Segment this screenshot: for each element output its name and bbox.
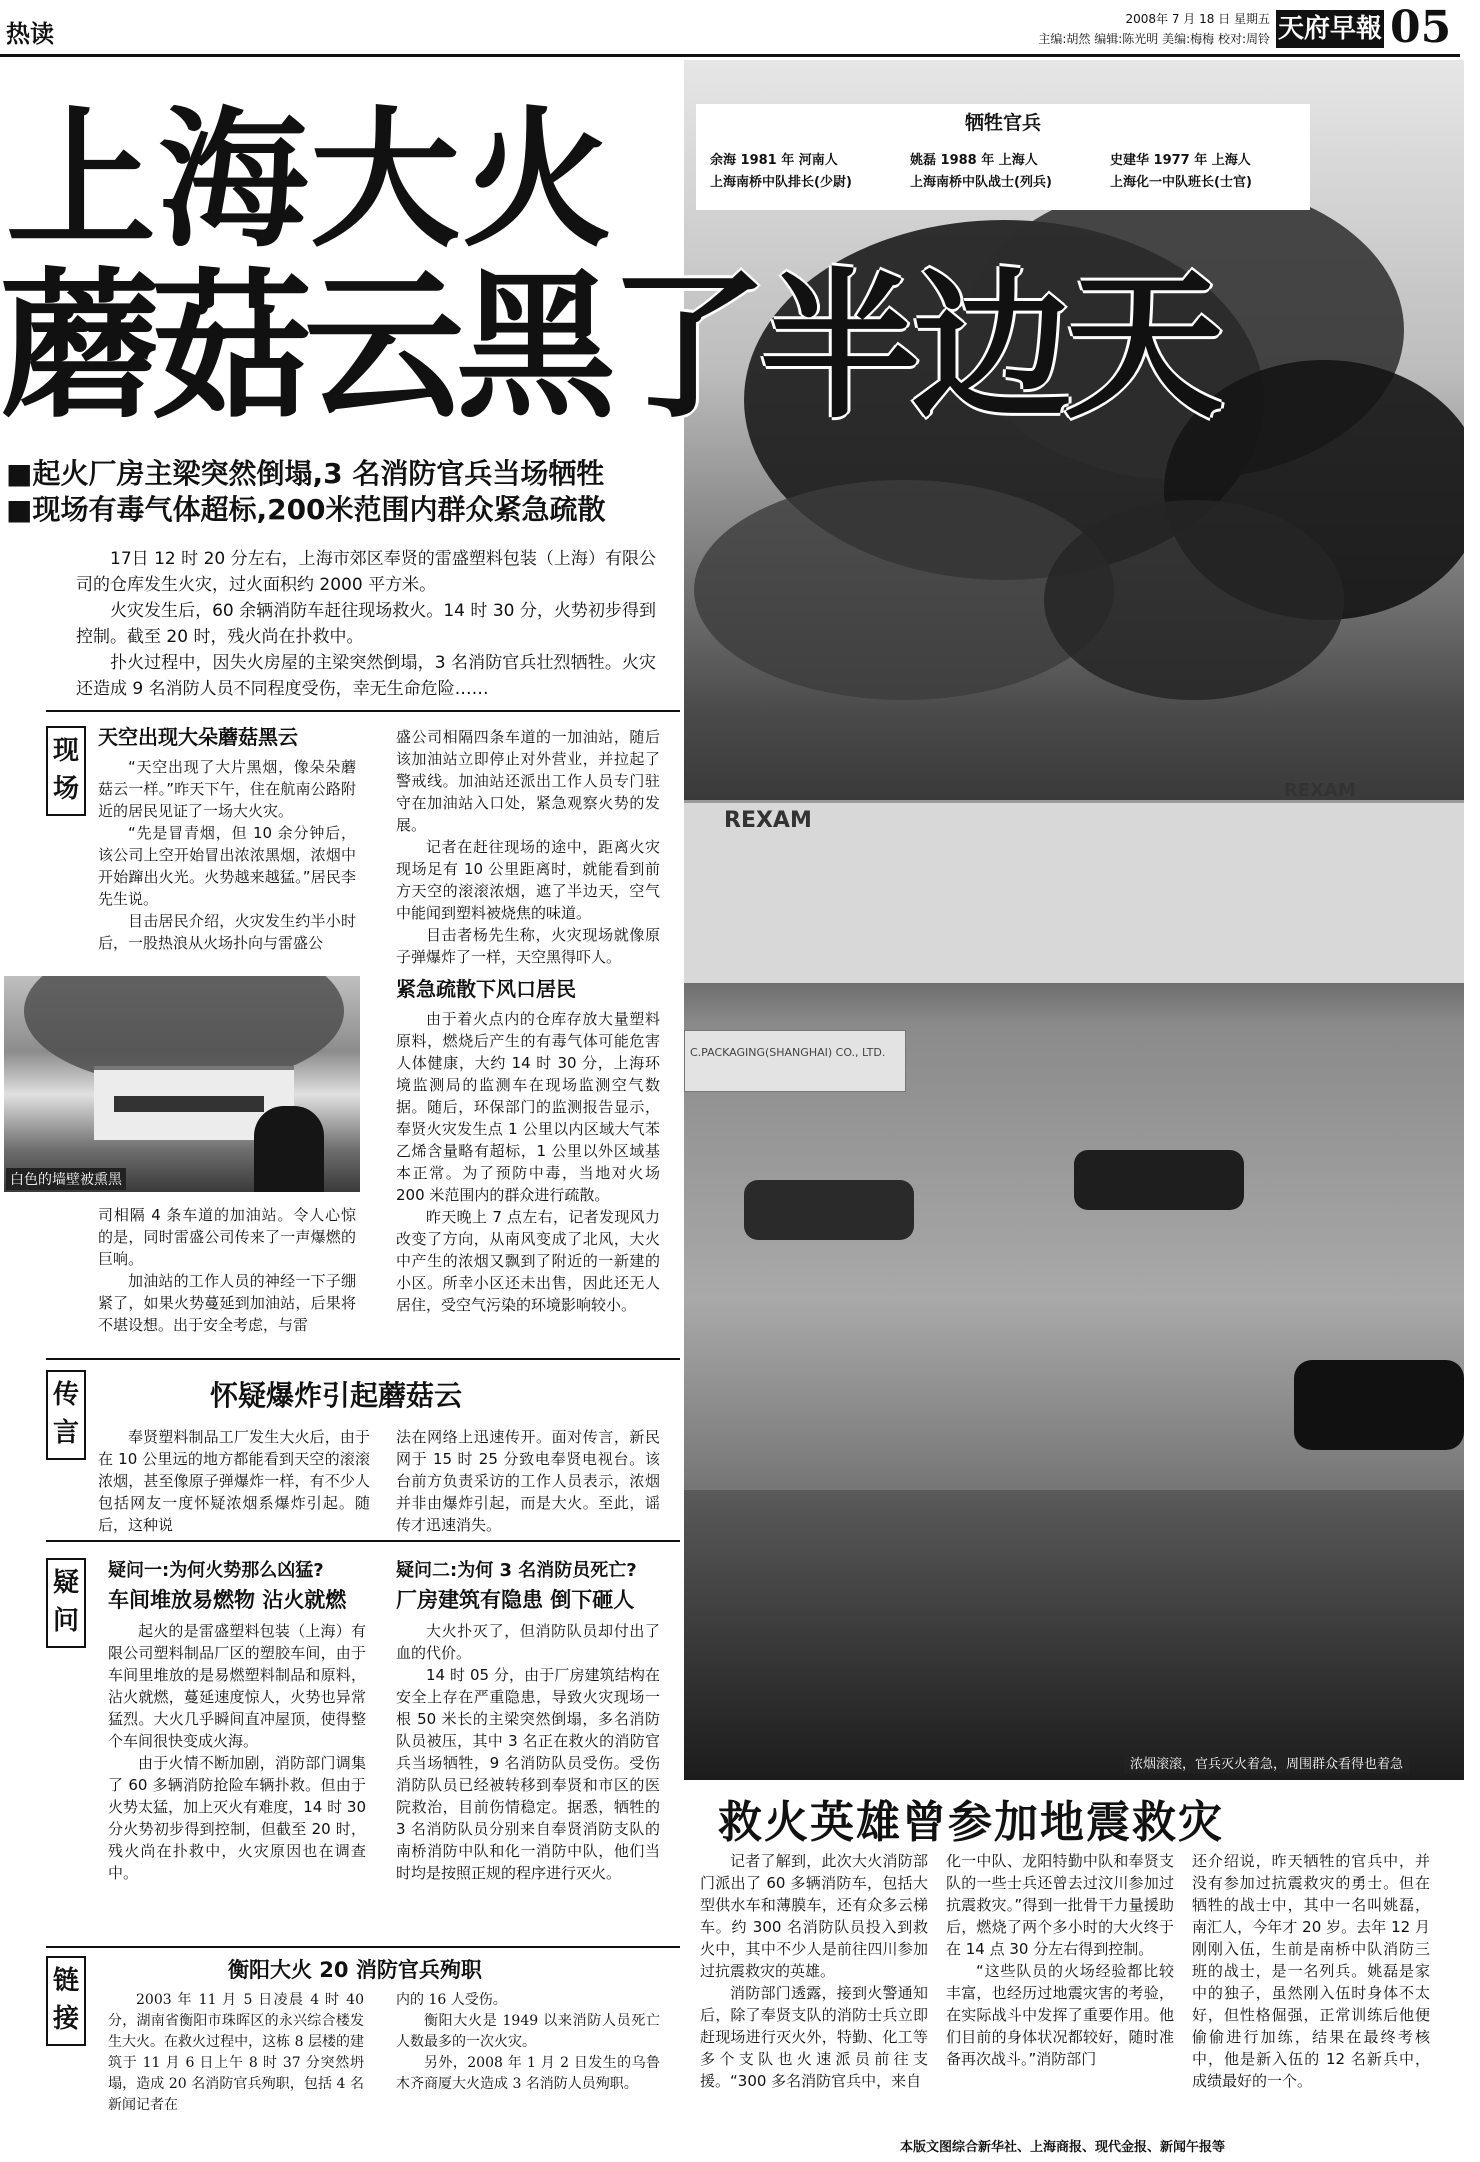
- company-truck-text: C.PACKAGING(SHANGHAI) CO., LTD.: [690, 1046, 886, 1059]
- fallen-person-2-line1: 姚磊 1988 年 上海人: [910, 153, 1038, 168]
- rumor-col2-text: 法在网络上迅速传开。面对传言，新民网于 15 时 25 分致电奉贤电视台。该台前方负责采访的工作人员表示，浓烟并非由爆炸引起，而是大火。至此，谣传才迅速消失。: [396, 1428, 660, 1534]
- scene-col2-p4: 由于着火点内的仓库存放大量塑料原料，燃烧后产生的有毒气体可能危害人体健康，大约 14 时 30 分，上海环境监测局的监测车在现场监测空气数据。随后，环保部门的监测报告显示，奉贤火灾发生点 1 公里以内区域大气苯乙烯含量略有超标，1 公里以外区域基本正常。为了预防中毒，当地对火场 200 米范围内的群众进行疏散。: [396, 1010, 660, 1204]
- factory-sign-2: REXAM: [1284, 780, 1356, 801]
- lead-p2: 火灾发生后，60 余辆消防车赶往现场救火。14 时 30 分，火势初步得到控制。截至 20 时，残火尚在扑救中。: [76, 601, 656, 647]
- hero-col3-p1: 还介绍说，昨天牺牲的官兵中，并没有参加过抗震救灾的勇士。但在牺牲的战士中，其中一名叫姚磊，南汇人，今年才 20 岁。去年 12 月刚刚入伍，生前是南桥中队消防三班的战士，是一名列兵。姚磊是家中的独子，虽然刚入伍时身体不太好，但性格倔强，正常训练后他便偷偷进行加练，结果在最终考核中，他是新入伍的 12 名新兵中，成绩最好的一个。: [1192, 1852, 1430, 2090]
- crowd: [684, 1490, 1464, 1780]
- headline-bullet-2: ■现场有毒气体超标,200米范围内群众紧急疏散: [6, 493, 606, 526]
- scene-col1-p3: 目击居民介绍，火灾发生约半小时后，一股热浪从火场扑向与雷盛公: [98, 912, 356, 952]
- headline-bullet-1: ■起火厂房主梁突然倒塌,3 名消防官兵当场牺牲: [6, 457, 605, 490]
- q2-subhead: 厂房建筑有隐患 倒下砸人: [396, 1588, 635, 1612]
- lead-p1: 17日 12 时 20 分左右，上海市郊区奉贤的雷盛塑料包装（上海）有限公司的仓库发生火灾，过火面积约 2000 平方米。: [76, 549, 656, 595]
- rumor-col2: [396, 1426, 660, 1536]
- rumor-col1: [98, 1426, 370, 1536]
- scene-photo: [4, 976, 360, 1192]
- q1-label: 疑问一:为何火势那么凶猛?: [108, 1560, 324, 1581]
- fallen-person-3-line2: 上海化一中队班长(士官): [1110, 175, 1252, 190]
- hero-col1-p1: 记者了解到，此次大火消防部门派出了 60 多辆消防车，包括大型供水车和薄膜车，还有众多云梯车。约 300 名消防队员投入到救火中，其中不少人是前往四川参加过抗震救灾的英雄。: [700, 1852, 928, 1980]
- headline-line1: 上海大火: [6, 92, 615, 268]
- scene-col2-p2: 记者在赶往现场的途中，距离火灾现场足有 10 公里距离时，就能看到前方天空的滚滚浓烟，遮了半边天，空气中能闻到塑料被烧焦的味道。: [396, 838, 660, 922]
- car-2: [1074, 1150, 1244, 1210]
- q2-body: [396, 1620, 660, 1884]
- link-col2-p3: 另外，2008 年 1 月 2 日发生的乌鲁木齐商厦大火造成 3 名消防人员殉职。: [396, 2055, 660, 2092]
- scene-rule: [46, 1358, 680, 1360]
- scene-col1-bottom: [98, 1204, 356, 1336]
- fallen-person-3: [1110, 150, 1252, 194]
- fallen-person-2-line2: 上海南桥中队战士(列兵): [910, 175, 1052, 190]
- editors-line: 主编:胡然 编辑:陈光明 美编:梅梅 校对:周铃: [1038, 32, 1270, 46]
- tag-link: 链接: [46, 1956, 86, 2046]
- tag-rumor: 传言: [46, 1370, 86, 1460]
- scene-photo-caption: 白色的墙壁被熏黑: [6, 1168, 126, 1190]
- fallen-title: 牺牲官兵: [964, 112, 1041, 134]
- factory-sign: REXAM: [724, 808, 812, 833]
- link-col1: [108, 1990, 364, 2116]
- q1-subhead: 车间堆放易燃物 沾火就燃: [108, 1588, 347, 1612]
- scene-col2-top: [396, 726, 660, 968]
- questions-rule: [46, 1946, 680, 1948]
- rumor-col1-text: 奉贤塑料制品工厂发生大火后，由于在 10 公里远的地方都能看到天空的滚滚浓烟，甚至像原子弹爆炸一样，有不少人包括网友一度怀疑浓烟系爆炸引起。随后，这种说: [98, 1428, 370, 1534]
- rumor-subhead: 怀疑爆炸引起蘑菇云: [210, 1379, 463, 1412]
- q2-p1: 大火扑灭了，但消防队员却付出了血的代价。: [396, 1622, 660, 1662]
- hero-headline: 救火英雄曾参加地震救灾: [718, 1797, 1224, 1848]
- tag-questions: 疑问: [46, 1558, 86, 1648]
- tag-scene: 现场: [46, 726, 86, 816]
- lead-rule: [46, 710, 680, 712]
- company-truck: [684, 1030, 906, 1092]
- page-number: 05: [1390, 2, 1452, 53]
- scene-col1-top: [98, 756, 356, 954]
- q2-label: 疑问二:为何 3 名消防员死亡?: [396, 1560, 637, 1581]
- scene-col1-cont: 司相隔 4 条车道的加油站。令人心惊的是，同时雷盛公司传来了一声爆燃的巨响。: [98, 1206, 356, 1268]
- hero-col3: [1192, 1850, 1430, 2092]
- hero-col1: [700, 1850, 928, 2092]
- link-subhead: 衡阳大火 20 消防官兵殉职: [228, 1958, 482, 1982]
- main-photo-caption: 浓烟滚滚，官兵灭火着急，周围群众看得也着急: [1124, 1752, 1409, 1773]
- fallen-box: [696, 104, 1310, 210]
- scene-subhead-1: 天空出现大朵蘑菇黑云: [98, 725, 298, 749]
- scene-col1-p4: 加油站的工作人员的神经一下子绷紧了，如果火势蔓延到加油站，后果将不堪设想。出于安全考虑，与雷: [98, 1272, 356, 1334]
- link-col2: [396, 1990, 660, 2095]
- scene-col2-p1: 盛公司相隔四条车道的一加油站，随后该加油站立即停止对外营业，并拉起了警戒线。加油站还派出工作人员专门驻守在加油站入口处，紧急观察火势的发展。: [396, 728, 660, 834]
- q2-p2: 14 时 05 分，由于厂房建筑结构在安全上存在严重隐患，导致火灾现场一根 50 米长的主梁突然倒塌，多名消防队员被压，其中 3 名正在救火的消防官兵当场牺牲，9 名消防队员受伤。受伤消防队员已经被转移到奉贤和市区的医院救治，目前伤情稳定。据悉，牺牲的 3 名消防队员分别来自奉贤消防支队的南桥消防中队和化一消防中队，他们当时均是按照正规的程序进行灭火。: [396, 1666, 660, 1882]
- footer-credit: 本版文图综合新华社、上海商报、现代金报、新闻午报等: [900, 2140, 1226, 2155]
- q1-body: [108, 1620, 366, 1884]
- car-1: [744, 1180, 914, 1240]
- scene-subhead-2: 紧急疏散下风口居民: [396, 977, 576, 1001]
- headline-line2: 蘑菇云黑了半边天: [0, 253, 1217, 440]
- q1-p2: 由于火情不断加剧，消防部门调集了 60 多辆消防抢险车辆扑救。但由于火势太猛，加上灭火有难度，14 时 30 分火势初步得到控制，但截至 20 时，残火尚在扑救中，火灾原因也在调查中。: [108, 1754, 366, 1882]
- link-col1-text: 2003 年 11 月 5 日凌晨 4 时 40 分，湖南省衡阳市珠晖区的永兴综合楼发生大火。在救火过程中，这栋 8 层楼的建筑于 11 月 6 日上午 8 时 37 分突然坍塌，造成 20 名消防官兵殉职，包括 4 名新闻记者在: [108, 1992, 364, 2113]
- paper-name: 天府早報: [1276, 10, 1384, 48]
- hero-col1-p2: 消防部门透露，接到火警通知后，除了奉贤支队的消防士兵立即赶现场进行灭火外，特勤、化工等多个支队也火速派员前往支援。“300 多名消防官兵中，来自: [700, 1984, 928, 2090]
- link-col2-p2: 衡阳大火是 1949 以来消防人员死亡人数最多的一次火灾。: [396, 2013, 660, 2050]
- header-rule: [0, 54, 1460, 57]
- q1-p1: 起火的是雷盛塑料包装（上海）有限公司塑料制品厂区的塑胶车间，由于车间里堆放的是易燃塑料制品和原料，沾火就燃，蔓延速度惊人，火势也异常猛烈。大火几乎瞬间直冲屋顶，使得整个车间很快变成火海。: [108, 1622, 366, 1750]
- scene-col2-bottom: [396, 1008, 660, 1316]
- hero-col2: [946, 1850, 1174, 2070]
- scene-col1-p2: “先是冒青烟，但 10 余分钟后，该公司上空开始冒出浓浓黑烟，浓烟中开始蹿出火光。火势越来越猛。”居民李先生说。: [98, 824, 356, 908]
- fallen-person-2: [910, 150, 1052, 194]
- link-col2-p1: 内的 16 人受伤。: [396, 1992, 507, 2008]
- fallen-person-1-line1: 余海 1981 年 河南人: [710, 153, 838, 168]
- lead-paragraphs: [76, 546, 656, 702]
- section-label: 热读: [6, 20, 54, 48]
- hero-col2-p2: “这些队员的火场经验都比较丰富，也经历过地震灾害的考验，在实际战斗中发挥了重要作用。他们目前的身体状况都较好，随时准备再次战斗。”消防部门: [946, 1962, 1174, 2068]
- scene-col2-p5: 昨天晚上 7 点左右，记者发现风力改变了方向，从南风变成了北风，大火中产生的浓烟又飘到了附近的一新建的小区。所幸小区还未出售，因此还无人居住，受空气污染的环境影响较小。: [396, 1208, 660, 1314]
- scene-col2-p3: 目击者杨先生称，火灾现场就像原子弹爆炸了一样，天空黑得吓人。: [396, 926, 660, 966]
- fallen-person-1-line2: 上海南桥中队排长(少尉): [710, 175, 852, 190]
- car-3: [1294, 1360, 1464, 1450]
- hero-col2-p1: 化一中队、龙阳特勤中队和奉贤支队的一些士兵还曾去过汶川参加过抗震救灾。”得到一批骨干力量援助后，燃烧了两个多小时的大火终于在 14 点 30 分左右得到控制。: [946, 1852, 1174, 1958]
- date-line: 2008年 7 月 18 日 星期五: [1125, 12, 1270, 26]
- fallen-person-1: [710, 150, 852, 194]
- rumor-rule: [46, 1540, 680, 1542]
- scene-col1-p1: “天空出现了大片黑烟，像朵朵蘑菇云一样。”昨天下午，住在航南公路附近的居民见证了一场大火灾。: [98, 758, 356, 820]
- fallen-person-3-line1: 史建华 1977 年 上海人: [1110, 153, 1251, 168]
- lead-p3: 扑火过程中，因失火房屋的主梁突然倒塌，3 名消防官兵壮烈牺牲。火灾还造成 9 名消防人员不同程度受伤，幸无生命危险……: [76, 653, 656, 699]
